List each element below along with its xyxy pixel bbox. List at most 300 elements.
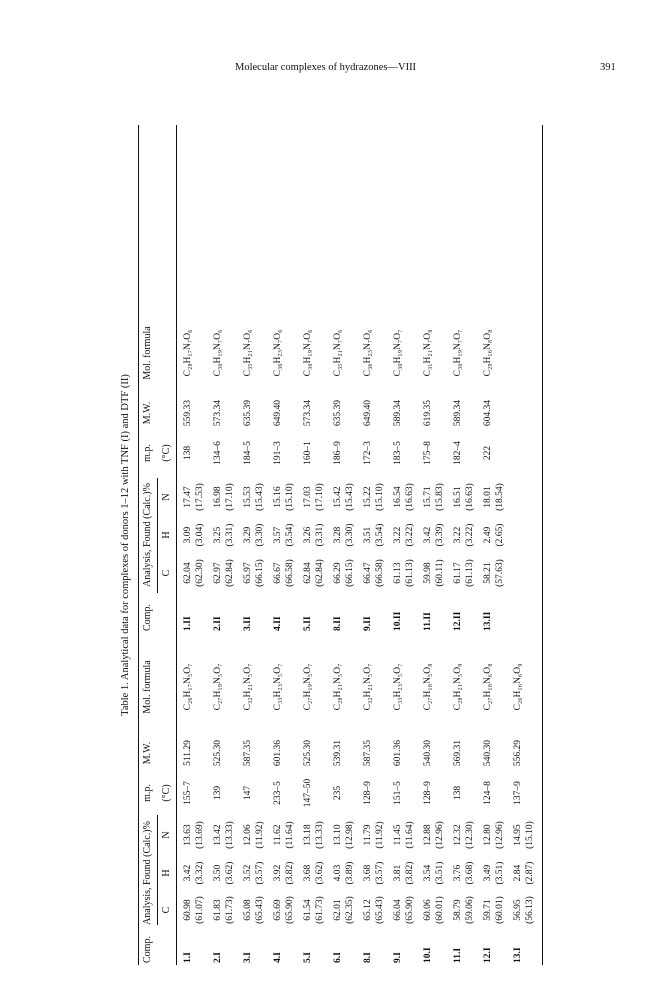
calc-c: (62.30) [195,559,205,587]
compound-id: 11.I [453,947,463,963]
found-n: 13.42 [213,824,223,846]
found-n: 12.06 [243,824,253,846]
calc-h: (3.39) [435,523,445,547]
melting-point: 151–5 [393,781,403,805]
calc-c: (60.11) [435,559,445,587]
found-h: 3.49 [483,864,493,882]
molecular-formula: C₃₂H₂₁N₅O₇ [363,663,373,711]
compound-id: 5.II [303,616,313,631]
header-c-left: C [161,906,172,914]
calc-n: (17.10) [225,483,235,511]
analysis-n [392,821,416,848]
analysis-h [242,524,266,547]
analysis-h [392,862,416,885]
found-c: 61.17 [453,562,463,584]
analysis-h [212,862,236,885]
found-n: 15.71 [423,486,433,508]
analysis-h [332,862,356,885]
analysis-h [452,524,476,547]
compound-id: 8.I [363,952,373,963]
found-c: 66.67 [273,562,283,584]
calc-h: (3.54) [285,523,295,547]
melting-point: 235 [333,785,343,801]
found-h: 3.68 [303,864,313,882]
calc-h: (3.62) [225,861,235,885]
found-n: 17.03 [303,486,313,508]
found-c: 58.21 [483,562,493,584]
molecular-weight: 649.40 [363,399,373,427]
header-n-left: N [161,831,172,839]
molecular-weight: 649.40 [273,399,283,427]
analysis-h [482,524,506,547]
found-h: 3.26 [303,526,313,544]
molecular-weight: 540.30 [483,739,493,767]
calc-c: (65.90) [405,896,415,924]
found-h: 3.54 [423,864,433,882]
compound-id: 8.II [333,616,343,631]
compound-id: 5.I [303,952,313,963]
molecular-weight: 569.31 [453,739,463,767]
calc-c: (60.01) [495,896,505,924]
calc-n: (15.43) [345,483,355,511]
analysis-h [452,862,476,885]
calc-c: (62.84) [225,559,235,587]
header-h-right: H [161,531,172,539]
calc-h: (3.22) [405,523,415,547]
analysis-h [272,862,296,885]
found-c: 61.83 [213,899,223,921]
melting-point: 138 [453,785,463,801]
molecular-weight: 587.35 [363,739,373,767]
molecular-weight: 587.35 [243,739,253,767]
molecular-weight: 525.30 [213,739,223,767]
found-c: 65.97 [243,562,253,584]
molecular-formula: C₃₃H₂₃N₅O₇ [273,663,283,711]
molecular-formula: C₃₃H₂₃N₅O₇ [393,663,403,711]
compound-id: 10.I [423,947,433,963]
found-n: 15.53 [243,486,253,508]
calc-c: (66.58) [375,559,385,587]
header-mp-right: m.p. [142,444,153,462]
analysis-c [302,896,326,924]
found-h: 4.03 [333,864,343,882]
analysis-n [182,821,206,849]
analysis-c [272,896,296,924]
found-c: 66.29 [333,562,343,584]
calc-n: (16.63) [465,483,475,511]
compound-id: 10.II [393,611,403,631]
melting-point: 160–1 [303,441,313,465]
molecular-weight: 635.39 [243,399,253,427]
melting-point: 183–5 [393,441,403,465]
found-c: 59.98 [423,562,433,584]
calc-c: (59.06) [465,896,475,924]
found-c: 56.95 [513,899,523,921]
compound-id: 12.II [453,611,463,631]
analysis-c [332,559,356,587]
molecular-formula: C₂₇H₁₉N₅O₇ [303,663,313,711]
found-h: 2.84 [513,864,523,882]
molecular-weight: 573.34 [303,399,313,427]
analysis-n [452,821,476,849]
calc-n: (17.10) [315,483,325,511]
analysis-c [482,896,506,924]
header-analysis-right: Analysis, Found (Calc.)% [142,483,153,587]
molecular-weight: 556.29 [513,739,523,767]
compound-id: 1.I [183,952,193,963]
header-bottom-rule [176,125,177,965]
found-n: 12.80 [483,824,493,846]
molecular-formula: C₃₆H₂₃N₇O₆ [273,329,283,377]
calc-n: (15.10) [525,821,535,849]
found-c: 65.69 [273,899,283,921]
found-h: 3.57 [273,526,283,544]
calc-c: (61.07) [195,896,205,924]
bottom-rule [542,125,543,965]
molecular-formula: C₃₅H₂₁N₇O₆ [243,329,253,377]
analysis-c [212,896,236,924]
analysis-c [182,896,206,924]
analysis-h [392,524,416,547]
molecular-formula: C₂₉H₁₆N₈O₈ [483,329,493,377]
header-analysis-left: Analysis, Found (Calc.)% [142,821,153,925]
found-c: 66.04 [393,899,403,921]
compound-id: 9.I [393,952,403,963]
molecular-formula: C₂₈H₁₇N₇O₆ [183,329,193,377]
found-n: 13.10 [333,824,343,846]
analysis-c [422,559,446,586]
compound-id: 11.II [423,612,433,631]
header-c-right: C [161,569,172,577]
analysis-c [242,896,266,924]
analysis-rule-left [157,815,158,925]
calc-n: (12.98) [345,821,355,849]
running-title: Molecular complexes of hydrazones—VIII [235,62,417,73]
calc-n: (15.10) [375,483,385,511]
compound-id: 1.II [183,616,193,631]
calc-n: (18.54) [495,483,505,511]
molecular-formula: C₂₇H₁₉N₅O₇ [213,663,223,711]
analysis-h [422,524,446,547]
found-n: 16.54 [393,486,403,508]
header-h-left: H [161,869,172,877]
found-n: 17.47 [183,486,193,508]
calc-h: (3.62) [315,861,325,885]
found-h: 3.50 [213,864,223,882]
found-h: 3.22 [453,526,463,544]
analysis-n [212,821,236,849]
molecular-weight: 540.30 [423,739,433,767]
found-h: 3.76 [453,864,463,882]
analysis-c [362,559,386,587]
analysis-c [302,559,326,587]
found-h: 3.92 [273,864,283,882]
compound-id: 3.II [243,616,253,631]
found-c: 60.98 [183,899,193,921]
compound-id: 12.I [483,947,493,963]
calc-c: (65.43) [375,896,385,924]
calc-c: (66.15) [345,559,355,587]
found-c: 60.06 [423,899,433,921]
analysis-n [452,483,476,511]
calc-h: (3.30) [255,523,265,547]
found-c: 62.97 [213,562,223,584]
found-n: 15.22 [363,486,373,508]
analysis-c [272,559,296,587]
found-c: 65.12 [363,899,373,921]
analysis-n [182,483,206,511]
analysis-n [332,821,356,849]
analysis-c [482,559,506,587]
found-h: 3.52 [243,864,253,882]
calc-h: (3.82) [405,861,415,885]
analysis-n [482,821,506,849]
analysis-c [332,896,356,924]
calc-h: (3.04) [195,523,205,547]
calc-c: (61.73) [315,896,325,924]
table-caption: Table 1. Analytical data for complexes of donors 1–12 with TNF (I) and DTF (II) [120,374,131,716]
molecular-weight: 539.31 [333,739,343,767]
melting-point: 222 [483,445,493,461]
molecular-formula: C₂₆H₁₇N₅O₇ [183,663,193,711]
molecular-weight: 601.36 [273,739,283,767]
found-c: 62.84 [303,562,313,584]
calc-n: (11.92) [255,821,265,849]
calc-n: (15.83) [435,483,445,511]
molecular-formula: C₃₀H₁₉N₇O₆ [303,329,313,377]
found-c: 66.47 [363,562,373,584]
top-rule [138,125,139,965]
analysis-c [392,896,416,924]
analysis-n [272,821,296,848]
analytical-data-table [120,125,550,965]
analysis-h [302,862,326,885]
molecular-formula: C₃₆H₂₃N₇O₆ [363,329,373,377]
found-h: 3.29 [243,526,253,544]
found-c: 62.01 [333,899,343,921]
analysis-n [392,483,416,511]
analysis-h [512,862,536,885]
molecular-weight: 604.34 [483,399,493,427]
analysis-h [302,524,326,547]
calc-n: (11.64) [285,821,295,849]
found-h: 3.25 [213,526,223,544]
compound-id: 3.I [243,952,253,963]
found-n: 11.45 [393,824,403,846]
header-mp-unit-left: (°C) [161,784,172,802]
molecular-weight: 573.34 [213,399,223,427]
analysis-h [482,862,506,885]
analysis-n [242,483,266,511]
molecular-formula: C₃₀H₁₉N₇O₆ [213,329,223,377]
analysis-n [242,821,266,848]
molecular-formula: C₂₈H₂₁N₅O₇ [333,663,343,711]
molecular-weight: 619.35 [423,399,433,427]
analysis-n [422,821,446,849]
calc-c: (62.35) [345,896,355,924]
analysis-h [362,524,386,547]
molecular-formula: C₃₅H₂₁N₇O₆ [333,329,343,377]
molecular-weight: 589.34 [453,399,463,427]
page-number: 391 [600,62,616,73]
found-n: 12.32 [453,824,463,846]
analysis-c [392,559,416,587]
found-c: 58.79 [453,899,463,921]
melting-point: 186–9 [333,441,343,465]
analysis-c [512,896,536,924]
calc-h: (3.57) [255,861,265,885]
molecular-weight: 511.29 [183,740,193,766]
molecular-weight: 589.34 [393,399,403,427]
analysis-n [212,483,236,511]
calc-n: (15.43) [255,483,265,511]
analysis-c [452,896,476,924]
molecular-formula: C₂₆H₁₆N₆O₉ [513,663,523,711]
melting-point: 191–3 [273,441,283,465]
found-h: 3.68 [363,864,373,882]
melting-point: 134–6 [213,441,223,465]
compound-id: 9.II [363,616,373,631]
calc-h: (3.57) [375,861,385,885]
calc-c: (61.73) [225,896,235,924]
calc-c: (65.90) [285,896,295,924]
melting-point: 147–50 [303,778,313,808]
molecular-weight: 559.33 [183,399,193,427]
molecular-formula: C₃₂H₂₁N₅O₇ [243,663,253,711]
molecular-formula: C₂₇H₁₈N₆O₈ [483,663,493,711]
melting-point: 182–4 [453,441,463,465]
calc-n: (11.92) [375,821,385,849]
compound-id: 13.I [513,947,523,963]
found-h: 2.49 [483,526,493,544]
analysis-n [362,483,386,511]
analysis-n [272,483,296,511]
header-comp-right: Comp. [142,604,153,631]
calc-h: (3.51) [435,861,445,885]
melting-point: 184–5 [243,441,253,465]
found-n: 16.51 [453,486,463,508]
analysis-c [422,896,446,924]
calc-n: (12.96) [435,821,445,849]
molecular-formula: C₃₀H₁₉N₇O₇ [453,329,463,377]
found-c: 59.71 [483,899,493,921]
found-c: 61.13 [393,562,403,584]
analysis-c [242,559,266,587]
analysis-c [452,559,476,587]
calc-c: (56.13) [525,896,535,924]
found-n: 11.79 [363,824,373,846]
header-formula-right: Mol. formula [142,326,153,380]
analysis-h [362,862,386,885]
analysis-rule-right [157,478,158,593]
header-n-right: N [161,493,172,501]
analysis-h [242,862,266,885]
found-n: 14.95 [513,824,523,846]
calc-c: (60.01) [435,896,445,924]
calc-h: (3.30) [345,523,355,547]
calc-h: (3.22) [465,523,475,547]
analysis-c [212,559,236,587]
calc-h: (3.54) [375,523,385,547]
analysis-n [302,821,326,849]
calc-h: (3.89) [345,861,355,885]
found-n: 15.16 [273,486,283,508]
molecular-weight: 525.30 [303,739,313,767]
molecular-weight: 601.36 [393,739,403,767]
melting-point: 128–9 [363,781,373,805]
melting-point: 128–9 [423,781,433,805]
melting-point: 172–3 [363,441,373,465]
found-h: 3.81 [393,864,403,882]
header-mp-unit-right: (°C) [161,444,172,462]
found-n: 18.01 [483,486,493,508]
calc-n: (13.69) [195,821,205,849]
found-c: 61.54 [303,899,313,921]
calc-n: (13.33) [315,821,325,849]
found-h: 3.42 [423,526,433,544]
calc-h: (3.31) [225,523,235,547]
header-formula-left: Mol. formula [142,660,153,714]
found-c: 62.04 [183,562,193,584]
found-h: 3.22 [393,526,403,544]
calc-n: (11.64) [405,821,415,849]
found-n: 13.18 [303,824,313,846]
melting-point: 139 [213,785,223,801]
compound-id: 6.I [333,952,343,963]
header-mp-left: m.p. [142,784,153,802]
found-h: 3.51 [363,526,373,544]
analysis-h [182,524,206,547]
compound-id: 2.II [213,616,223,631]
header-mw-right: M.W. [142,401,153,425]
found-h: 3.42 [183,864,193,882]
calc-h: (2.65) [495,523,505,547]
melting-point: 155–7 [183,781,193,805]
analysis-c [362,896,386,924]
calc-c: (61.13) [465,559,475,587]
calc-n: (17.53) [195,483,205,511]
found-h: 3.28 [333,526,343,544]
calc-c: (57.63) [495,559,505,587]
header-mw-left: M.W. [142,741,153,765]
found-n: 13.63 [183,824,193,846]
calc-c: (65.43) [255,896,265,924]
molecular-formula: C₃₀H₁₉N₇O₇ [393,329,403,377]
analysis-n [512,821,536,849]
compound-id: 13.II [483,611,493,631]
calc-n: (12.30) [465,821,475,849]
molecular-formula: C₂₈H₂₁N₅O₉ [453,663,463,711]
calc-n: (12.96) [495,821,505,849]
analysis-h [272,524,296,547]
analysis-n [362,821,386,848]
found-n: 16.98 [213,486,223,508]
calc-h: (2.87) [525,861,535,885]
table-container [120,125,550,965]
calc-h: (3.31) [315,523,325,547]
molecular-formula: C₂₇H₁₈N₅O₈ [423,663,433,711]
calc-n: (15.10) [285,483,295,511]
calc-c: (61.13) [405,559,415,587]
melting-point: 124–8 [483,781,493,805]
melting-point: 147 [243,785,253,801]
molecular-formula: C₃₁H₂₁N₇O₈ [423,329,433,377]
calc-h: (3.68) [465,861,475,885]
analysis-h [212,524,236,547]
calc-c: (66.58) [285,559,295,587]
melting-point: 138 [183,445,193,461]
found-n: 12.88 [423,824,433,846]
